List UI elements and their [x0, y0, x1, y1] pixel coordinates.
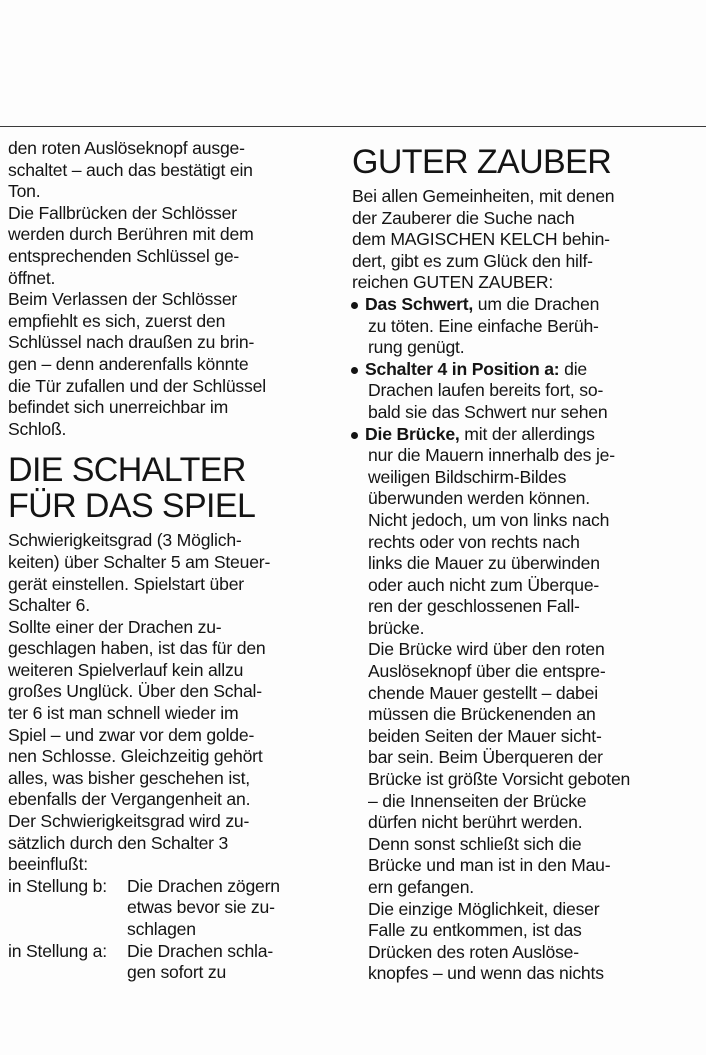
- text-line: bald sie das Schwert nur sehen: [368, 401, 608, 422]
- text-line: der Zauberer die Suche nach: [352, 207, 575, 228]
- text-line: die Tür zufallen und der Schlüssel: [8, 375, 266, 396]
- bullet-term: Das Schwert,: [365, 293, 474, 314]
- text-line: Der Schwierigkeitsgrad wird zu-: [8, 811, 250, 832]
- text-line: großes Unglück. Über den Schal-: [8, 681, 262, 702]
- text-line: links die Mauer zu überwinden: [368, 553, 600, 574]
- text-line: Bei allen Gemeinheiten, mit denen: [352, 186, 615, 206]
- text-line: brücke.: [368, 617, 425, 638]
- bullet-schwert: Das Schwert, um die Drachen zu töten. Eine einfache Berüh- rung genügt.: [352, 294, 672, 359]
- text-line: alles, was bisher geschehen ist,: [8, 767, 251, 788]
- setting-a: [8, 941, 308, 984]
- text-line: befindet sich unerreichbar im: [8, 397, 229, 418]
- text-line: schaltet – auch das bestätigt ein: [8, 159, 253, 180]
- text-line: nur die Mauern innerhalb des je-: [368, 445, 615, 466]
- bullet-schalter4: Schalter 4 in Position a: die Drachen laufen bereits fort, so- bald sie das Schwert nur sehen: [352, 359, 672, 424]
- text-line: werden durch Berühren mit dem: [8, 224, 254, 245]
- text-line: müssen die Brückenenden an: [368, 704, 596, 725]
- text-line: – die Innenseiten der Brücke: [368, 790, 587, 811]
- setting-a-desc: Die Drachen schla-: [127, 940, 274, 961]
- setting-b-desc: etwas bevor sie zu-: [127, 897, 275, 918]
- setting-b-desc: schlagen: [127, 919, 196, 939]
- bullet-dot-icon: [351, 302, 358, 309]
- text-line: öffnet.: [8, 267, 56, 288]
- text-line: ter 6 ist man schnell wieder im: [8, 703, 239, 724]
- text-line: beeinflußt:: [8, 854, 88, 875]
- closing-paragraph: [352, 639, 672, 985]
- setting-b-desc: Die Drachen zögern: [127, 875, 280, 896]
- text-line: den roten Auslöseknopf ausge-: [8, 138, 245, 158]
- text-line: gen – denn anderenfalls könnte: [8, 353, 249, 374]
- text-line: entsprechenden Schlüssel ge-: [8, 245, 240, 266]
- text-line: Die Brücke wird über den roten: [368, 639, 605, 660]
- text-line: chende Mauer gestellt – dabei: [368, 682, 598, 703]
- text-line: reichen GUTEN ZAUBER:: [352, 272, 554, 293]
- section-heading-schalter-line2: FÜR DAS SPIEL: [8, 487, 256, 526]
- text-line: ren der geschlossenen Fall-: [368, 596, 580, 617]
- text-line: Denn sonst schließt sich die: [368, 833, 582, 854]
- bullet-term: Schalter 4 in Position a:: [365, 358, 560, 379]
- text-line: Auslöseknopf über die entspre-: [368, 661, 606, 682]
- text-line: Die einzige Möglichkeit, dieser: [368, 898, 600, 919]
- text-line: bar sein. Beim Überqueren der: [368, 747, 603, 768]
- text-line: weiteren Spielverlauf kein allzu: [8, 659, 244, 680]
- text-line: Nicht jedoch, um von links nach: [368, 509, 610, 530]
- text-line: Sollte einer der Drachen zu-: [8, 616, 222, 637]
- bullet-dot-icon: [351, 432, 358, 439]
- text-line: dert, gibt es zum Glück den hilf-: [352, 250, 593, 271]
- text-line: dürfen nicht berührt werden.: [368, 812, 583, 833]
- text-line: überwunden werden können.: [368, 488, 590, 509]
- intro-paragraph: [352, 186, 672, 294]
- text-line: gerät einstellen. Spielstart über: [8, 573, 244, 594]
- bullet-bruecke: Die Brücke, mit der allerdings nur die Mauern innerhalb des je- weiligen Bildschirm-Bildes überwunden werden können. Nicht jedoch, um von links nach rechts oder von rechts nach links die Mauer zu überwinden oder auch nicht zum Überque- ren der geschlossenen Fall- brücke.: [352, 424, 672, 640]
- text-line: Drachen laufen bereits fort, so-: [368, 380, 604, 401]
- text-line: empfiehlt es sich, zuerst den: [8, 310, 226, 331]
- continued-paragraph: [8, 138, 308, 440]
- text-line: geschlagen haben, ist das für den: [8, 638, 266, 659]
- text-line: rechts oder von rechts nach: [368, 531, 580, 552]
- text-line: Drücken des roten Auslöse-: [368, 941, 579, 962]
- text-line: sätzlich durch den Schalter 3: [8, 832, 229, 853]
- text-line: Schloß.: [8, 418, 67, 439]
- text-line: Ton.: [8, 181, 41, 202]
- text-line: Beim Verlassen der Schlösser: [8, 289, 238, 310]
- text-line: zu töten. Eine einfache Berüh-: [368, 315, 599, 336]
- text-line: Schalter 6.: [8, 595, 90, 616]
- text-line: Brücke und man ist in den Mau-: [368, 855, 611, 876]
- setting-a-term: in Stellung a:: [8, 940, 107, 961]
- top-rule: [0, 126, 706, 127]
- text-line: ern gefangen.: [368, 877, 474, 897]
- text-line: keiten) über Schalter 5 am Steuer-: [8, 551, 271, 572]
- text-line: dem MAGISCHEN KELCH behin-: [352, 229, 610, 250]
- section-heading-schalter-line1: DIE SCHALTER: [8, 451, 246, 490]
- text-line: ebenfalls der Vergangenheit an.: [8, 789, 251, 810]
- text-line: Schlüssel nach draußen zu brin-: [8, 332, 255, 353]
- text-line: Falle zu entkommen, ist das: [368, 920, 582, 941]
- text-line: Die Fallbrücken der Schlösser: [8, 202, 237, 223]
- text-line: oder auch nicht zum Überque-: [368, 574, 600, 595]
- text-line: knopfes – und wenn das nichts: [368, 963, 604, 984]
- text-line: Brücke ist größte Vorsicht geboten: [368, 769, 631, 790]
- text-line: weiligen Bildschirm-Bildes: [368, 466, 567, 487]
- text-line: nen Schlosse. Gleichzeitig gehört: [8, 746, 263, 767]
- text-line: rung genügt.: [368, 337, 465, 358]
- setting-b-term: in Stellung b:: [8, 875, 107, 896]
- right-column: [352, 138, 672, 985]
- bullet-dot-icon: [351, 367, 358, 374]
- setting-a-desc: gen sofort zu: [127, 962, 227, 983]
- left-column: [8, 138, 308, 984]
- setting-b: [8, 876, 308, 941]
- section-heading-guter-zauber: GUTER ZAUBER: [352, 143, 612, 181]
- bullet-term: Die Brücke,: [365, 423, 460, 444]
- text-line: beiden Seiten der Mauer sicht-: [368, 725, 602, 746]
- schalter-paragraph: [8, 530, 308, 876]
- text-line: Schwierigkeitsgrad (3 Möglich-: [8, 530, 242, 551]
- text-line: Spiel – und zwar vor dem golde-: [8, 724, 255, 745]
